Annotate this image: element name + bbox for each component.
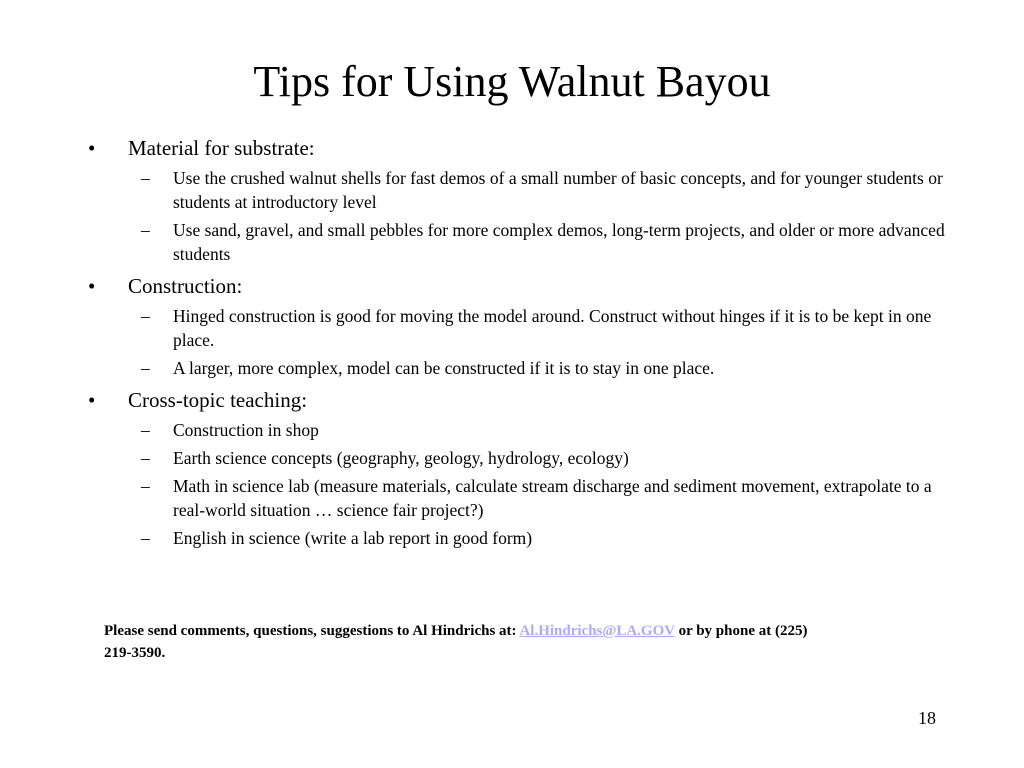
section-material [88, 134, 948, 162]
list-item-text: Math in science lab (measure materials, calculate stream discharge and sediment movement, extrapolate to a real-world situation … science fair project?) [173, 476, 932, 520]
list-item [88, 418, 948, 442]
dash-icon: – [141, 420, 150, 440]
email-link[interactable]: Al.Hindrichs@LA.GOV [519, 623, 675, 639]
list-item [88, 356, 948, 380]
list-item [88, 446, 948, 470]
list-item-text: A larger, more complex, model can be constructed if it is to stay in one place. [173, 358, 715, 378]
list-item [88, 474, 948, 522]
dash-icon: – [141, 448, 150, 468]
bullet-icon: • [88, 388, 96, 412]
bullet-icon: • [88, 274, 96, 298]
list-item [88, 166, 948, 214]
dash-icon: – [141, 220, 150, 240]
slide-title: Tips for Using Walnut Bayou [253, 57, 771, 106]
list-item [88, 526, 948, 550]
list-item-text: Construction in shop [173, 420, 319, 440]
contact-prefix: Please send comments, questions, suggestions to Al Hindrichs at: [104, 623, 520, 639]
contact-note [104, 620, 824, 664]
contact-suffix: or by phone at (225) 219-3590. [104, 623, 808, 661]
slide-number: 18 [918, 708, 936, 728]
bullet-list [88, 128, 948, 550]
list-item [88, 304, 948, 352]
dash-icon: – [141, 306, 150, 326]
section-heading: Cross-topic teaching: [128, 388, 308, 412]
bullet-icon: • [88, 136, 96, 160]
dash-icon: – [141, 528, 150, 548]
dash-icon: – [141, 358, 150, 378]
section-construction [88, 272, 948, 300]
list-item-text: Use the crushed walnut shells for fast demos of a small number of basic concepts, and for younger students or students at introductory level [173, 168, 943, 212]
section-heading: Construction: [128, 274, 243, 298]
list-item-text: English in science (write a lab report in good form) [173, 528, 533, 548]
dash-icon: – [141, 476, 150, 496]
list-item-text: Hinged construction is good for moving the model around. Construct without hinges if it is to be kept in one place. [173, 306, 932, 350]
dash-icon: – [141, 168, 150, 188]
section-heading: Material for substrate: [128, 136, 315, 160]
list-item-text: Use sand, gravel, and small pebbles for more complex demos, long-term projects, and older or more advanced students [173, 220, 945, 264]
list-item [88, 218, 948, 266]
section-cross-topic [88, 386, 948, 414]
list-item-text: Earth science concepts (geography, geology, hydrology, ecology) [173, 448, 629, 468]
